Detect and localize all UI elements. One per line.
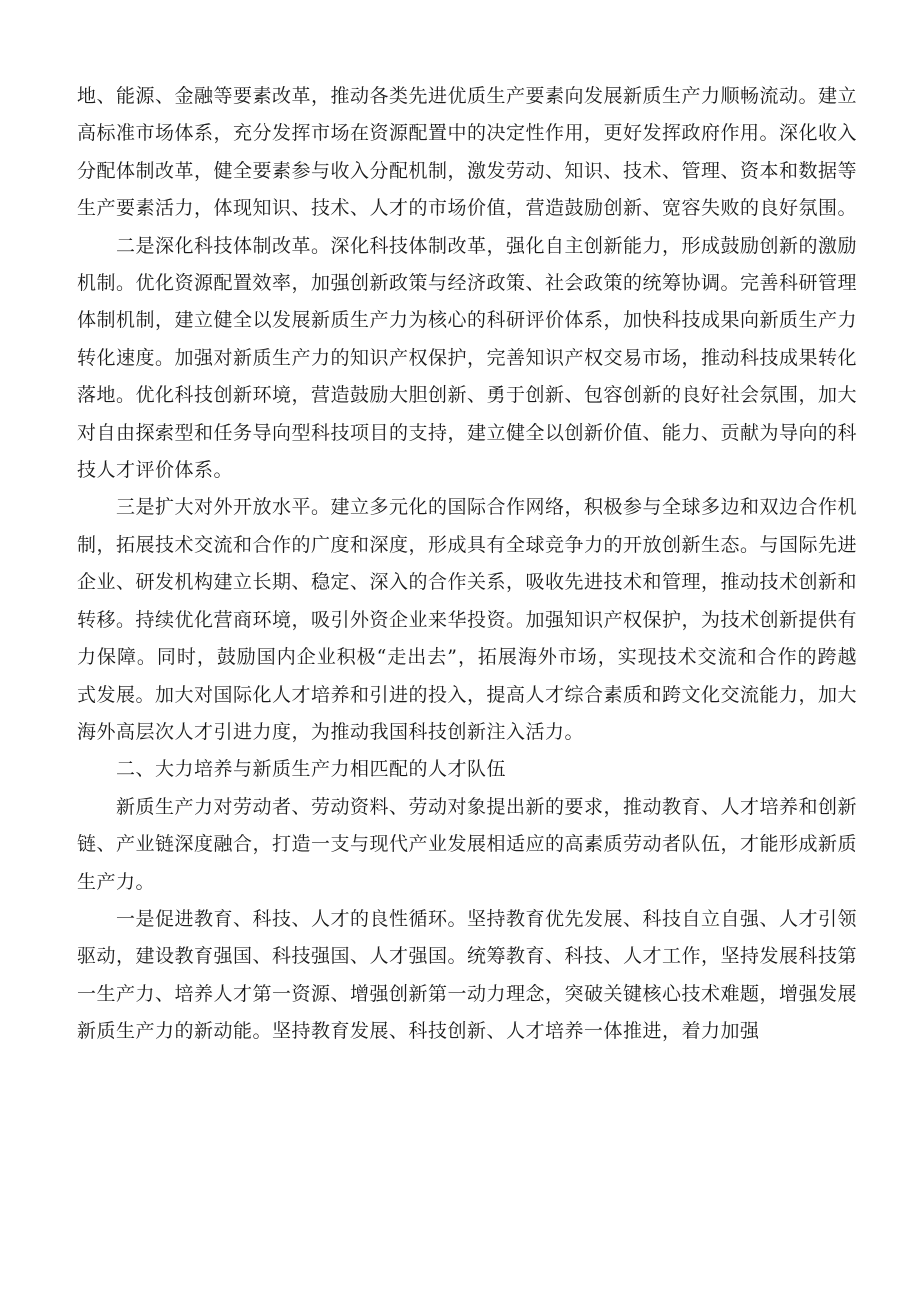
paragraph-1: 地、能源、金融等要素改革，推动各类先进优质生产要素向发展新质生产力顺畅流动。建立高标准市场体系，充分发挥市场在资源配置中的决定性作用，更好发挥政府作用。深化收入分配体制改革，健全要素参与收入分配机制，激发劳动、知识、技术、管理、资本和数据等生产要素活力，体现知识、技术、人才的市场价值，营造鼓励创新、宽容失败的良好氛围。 [77, 85, 858, 220]
section-heading: 二、大力培养与新质生产力相匹配的人才队伍 [116, 758, 507, 781]
document-page [77, 78, 857, 1051]
paragraph-2: 二是深化科技体制改革。深化科技体制改革，强化自主创新能力，形成鼓励创新的激励机制。优化资源配置效率，加强创新政策与经济政策、社会政策的统筹协调。完善科研管理体制机制，建立健全以发展新质生产力为核心的科研评价体系，加快科技成果向新质生产力转化速度。加强对新质生产力的知识产权保护，完善知识产权交易市场，推动科技成果转化落地。优化科技创新环境，营造鼓励大胆创新、勇于创新、包容创新的良好社会氛围，加大对自由探索型和任务导向型科技项目的支持，建立健全以创新价值、能力、贡献为导向的科技人才评价体系。 [77, 234, 858, 482]
paragraph-5: 新质生产力对劳动者、劳动资料、劳动对象提出新的要求，推动教育、人才培养和创新链、产业链深度融合，打造一支与现代产业发展相适应的高素质劳动者队伍，才能形成新质生产力。 [77, 795, 858, 893]
paragraph-3: 三是扩大对外开放水平。建立多元化的国际合作网络，积极参与全球多边和双边合作机制，拓展技术交流和合作的广度和深度，形成具有全球竞争力的开放创新生态。与国际先进企业、研发机构建立长期、稳定、深入的合作关系，吸收先进技术和管理，推动技术创新和转移。持续优化营商环境，吸引外资企业来华投资。加强知识产权保护，为技术创新提供有力保障。同时，鼓励国内企业积极“走出去”，拓展海外市场，实现技术交流和合作的跨越式发展。加大对国际化人才培养和引进的投入，提高人才综合素质和跨文化交流能力，加大海外高层次人才引进力度，为推动我国科技创新注入活力。 [77, 496, 858, 743]
paragraph-6: 一是促进教育、科技、人才的良性循环。坚持教育优先发展、科技自立自强、人才引领驱动，建设教育强国、科技强国、人才强国。统筹教育、科技、人才工作，坚持发展科技第一生产力、培养人才第一资源、增强创新第一动力理念，突破关键核心技术难题，增强发展新质生产力的新动能。坚持教育发展、科技创新、人才培养一体推进，着力加强 [77, 907, 858, 1043]
